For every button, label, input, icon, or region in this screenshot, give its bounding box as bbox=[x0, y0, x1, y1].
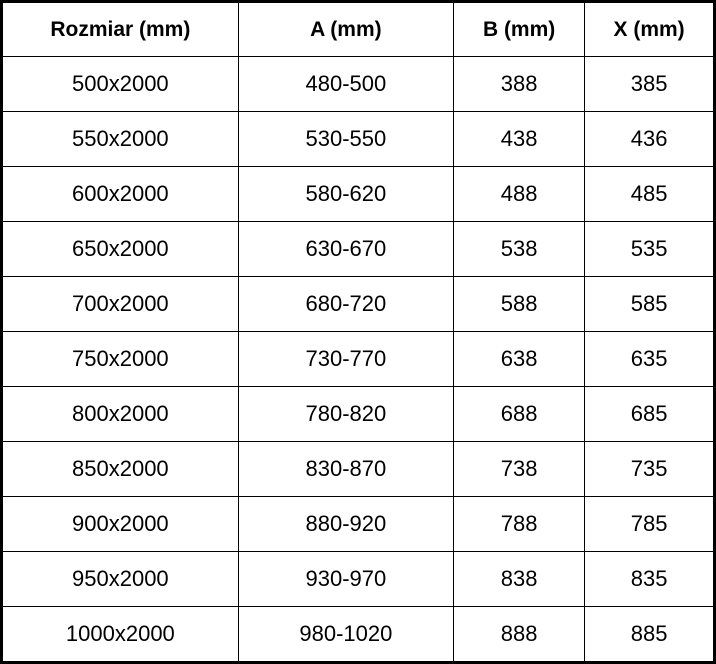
column-header-x: X (mm) bbox=[585, 2, 715, 57]
table-row bbox=[2, 607, 715, 663]
cell-b: 788 bbox=[454, 497, 585, 552]
table-row bbox=[2, 497, 715, 552]
cell-rozmiar: 950x2000 bbox=[2, 552, 239, 607]
cell-b: 538 bbox=[454, 222, 585, 277]
cell-rozmiar: 500x2000 bbox=[2, 57, 239, 112]
table-row bbox=[2, 167, 715, 222]
cell-b: 738 bbox=[454, 442, 585, 497]
cell-b: 888 bbox=[454, 607, 585, 663]
cell-x: 885 bbox=[585, 607, 715, 663]
cell-a: 530-550 bbox=[238, 112, 453, 167]
table-row bbox=[2, 112, 715, 167]
table-row bbox=[2, 57, 715, 112]
cell-x: 835 bbox=[585, 552, 715, 607]
cell-a: 680-720 bbox=[238, 277, 453, 332]
cell-rozmiar: 600x2000 bbox=[2, 167, 239, 222]
cell-b: 588 bbox=[454, 277, 585, 332]
table-row bbox=[2, 222, 715, 277]
cell-rozmiar: 1000x2000 bbox=[2, 607, 239, 663]
cell-b: 388 bbox=[454, 57, 585, 112]
cell-a: 630-670 bbox=[238, 222, 453, 277]
cell-rozmiar: 650x2000 bbox=[2, 222, 239, 277]
cell-rozmiar: 850x2000 bbox=[2, 442, 239, 497]
table-row bbox=[2, 277, 715, 332]
column-header-rozmiar: Rozmiar (mm) bbox=[2, 2, 239, 57]
cell-rozmiar: 800x2000 bbox=[2, 387, 239, 442]
cell-b: 488 bbox=[454, 167, 585, 222]
cell-rozmiar: 550x2000 bbox=[2, 112, 239, 167]
cell-a: 880-920 bbox=[238, 497, 453, 552]
table-row bbox=[2, 387, 715, 442]
cell-a: 480-500 bbox=[238, 57, 453, 112]
table-header bbox=[2, 2, 715, 57]
cell-b: 438 bbox=[454, 112, 585, 167]
cell-x: 535 bbox=[585, 222, 715, 277]
cell-x: 735 bbox=[585, 442, 715, 497]
cell-rozmiar: 900x2000 bbox=[2, 497, 239, 552]
table-row bbox=[2, 332, 715, 387]
cell-a: 980-1020 bbox=[238, 607, 453, 663]
column-header-a: A (mm) bbox=[238, 2, 453, 57]
cell-b: 638 bbox=[454, 332, 585, 387]
cell-a: 730-770 bbox=[238, 332, 453, 387]
cell-a: 580-620 bbox=[238, 167, 453, 222]
table-body bbox=[2, 57, 715, 663]
cell-b: 838 bbox=[454, 552, 585, 607]
cell-a: 780-820 bbox=[238, 387, 453, 442]
cell-x: 385 bbox=[585, 57, 715, 112]
cell-b: 688 bbox=[454, 387, 585, 442]
header-row bbox=[2, 2, 715, 57]
cell-rozmiar: 700x2000 bbox=[2, 277, 239, 332]
cell-a: 930-970 bbox=[238, 552, 453, 607]
table-row bbox=[2, 442, 715, 497]
cell-x: 436 bbox=[585, 112, 715, 167]
cell-a: 830-870 bbox=[238, 442, 453, 497]
cell-x: 785 bbox=[585, 497, 715, 552]
cell-x: 685 bbox=[585, 387, 715, 442]
cell-rozmiar: 750x2000 bbox=[2, 332, 239, 387]
column-header-b: B (mm) bbox=[454, 2, 585, 57]
cell-x: 485 bbox=[585, 167, 715, 222]
cell-x: 635 bbox=[585, 332, 715, 387]
table-row bbox=[2, 552, 715, 607]
cell-x: 585 bbox=[585, 277, 715, 332]
